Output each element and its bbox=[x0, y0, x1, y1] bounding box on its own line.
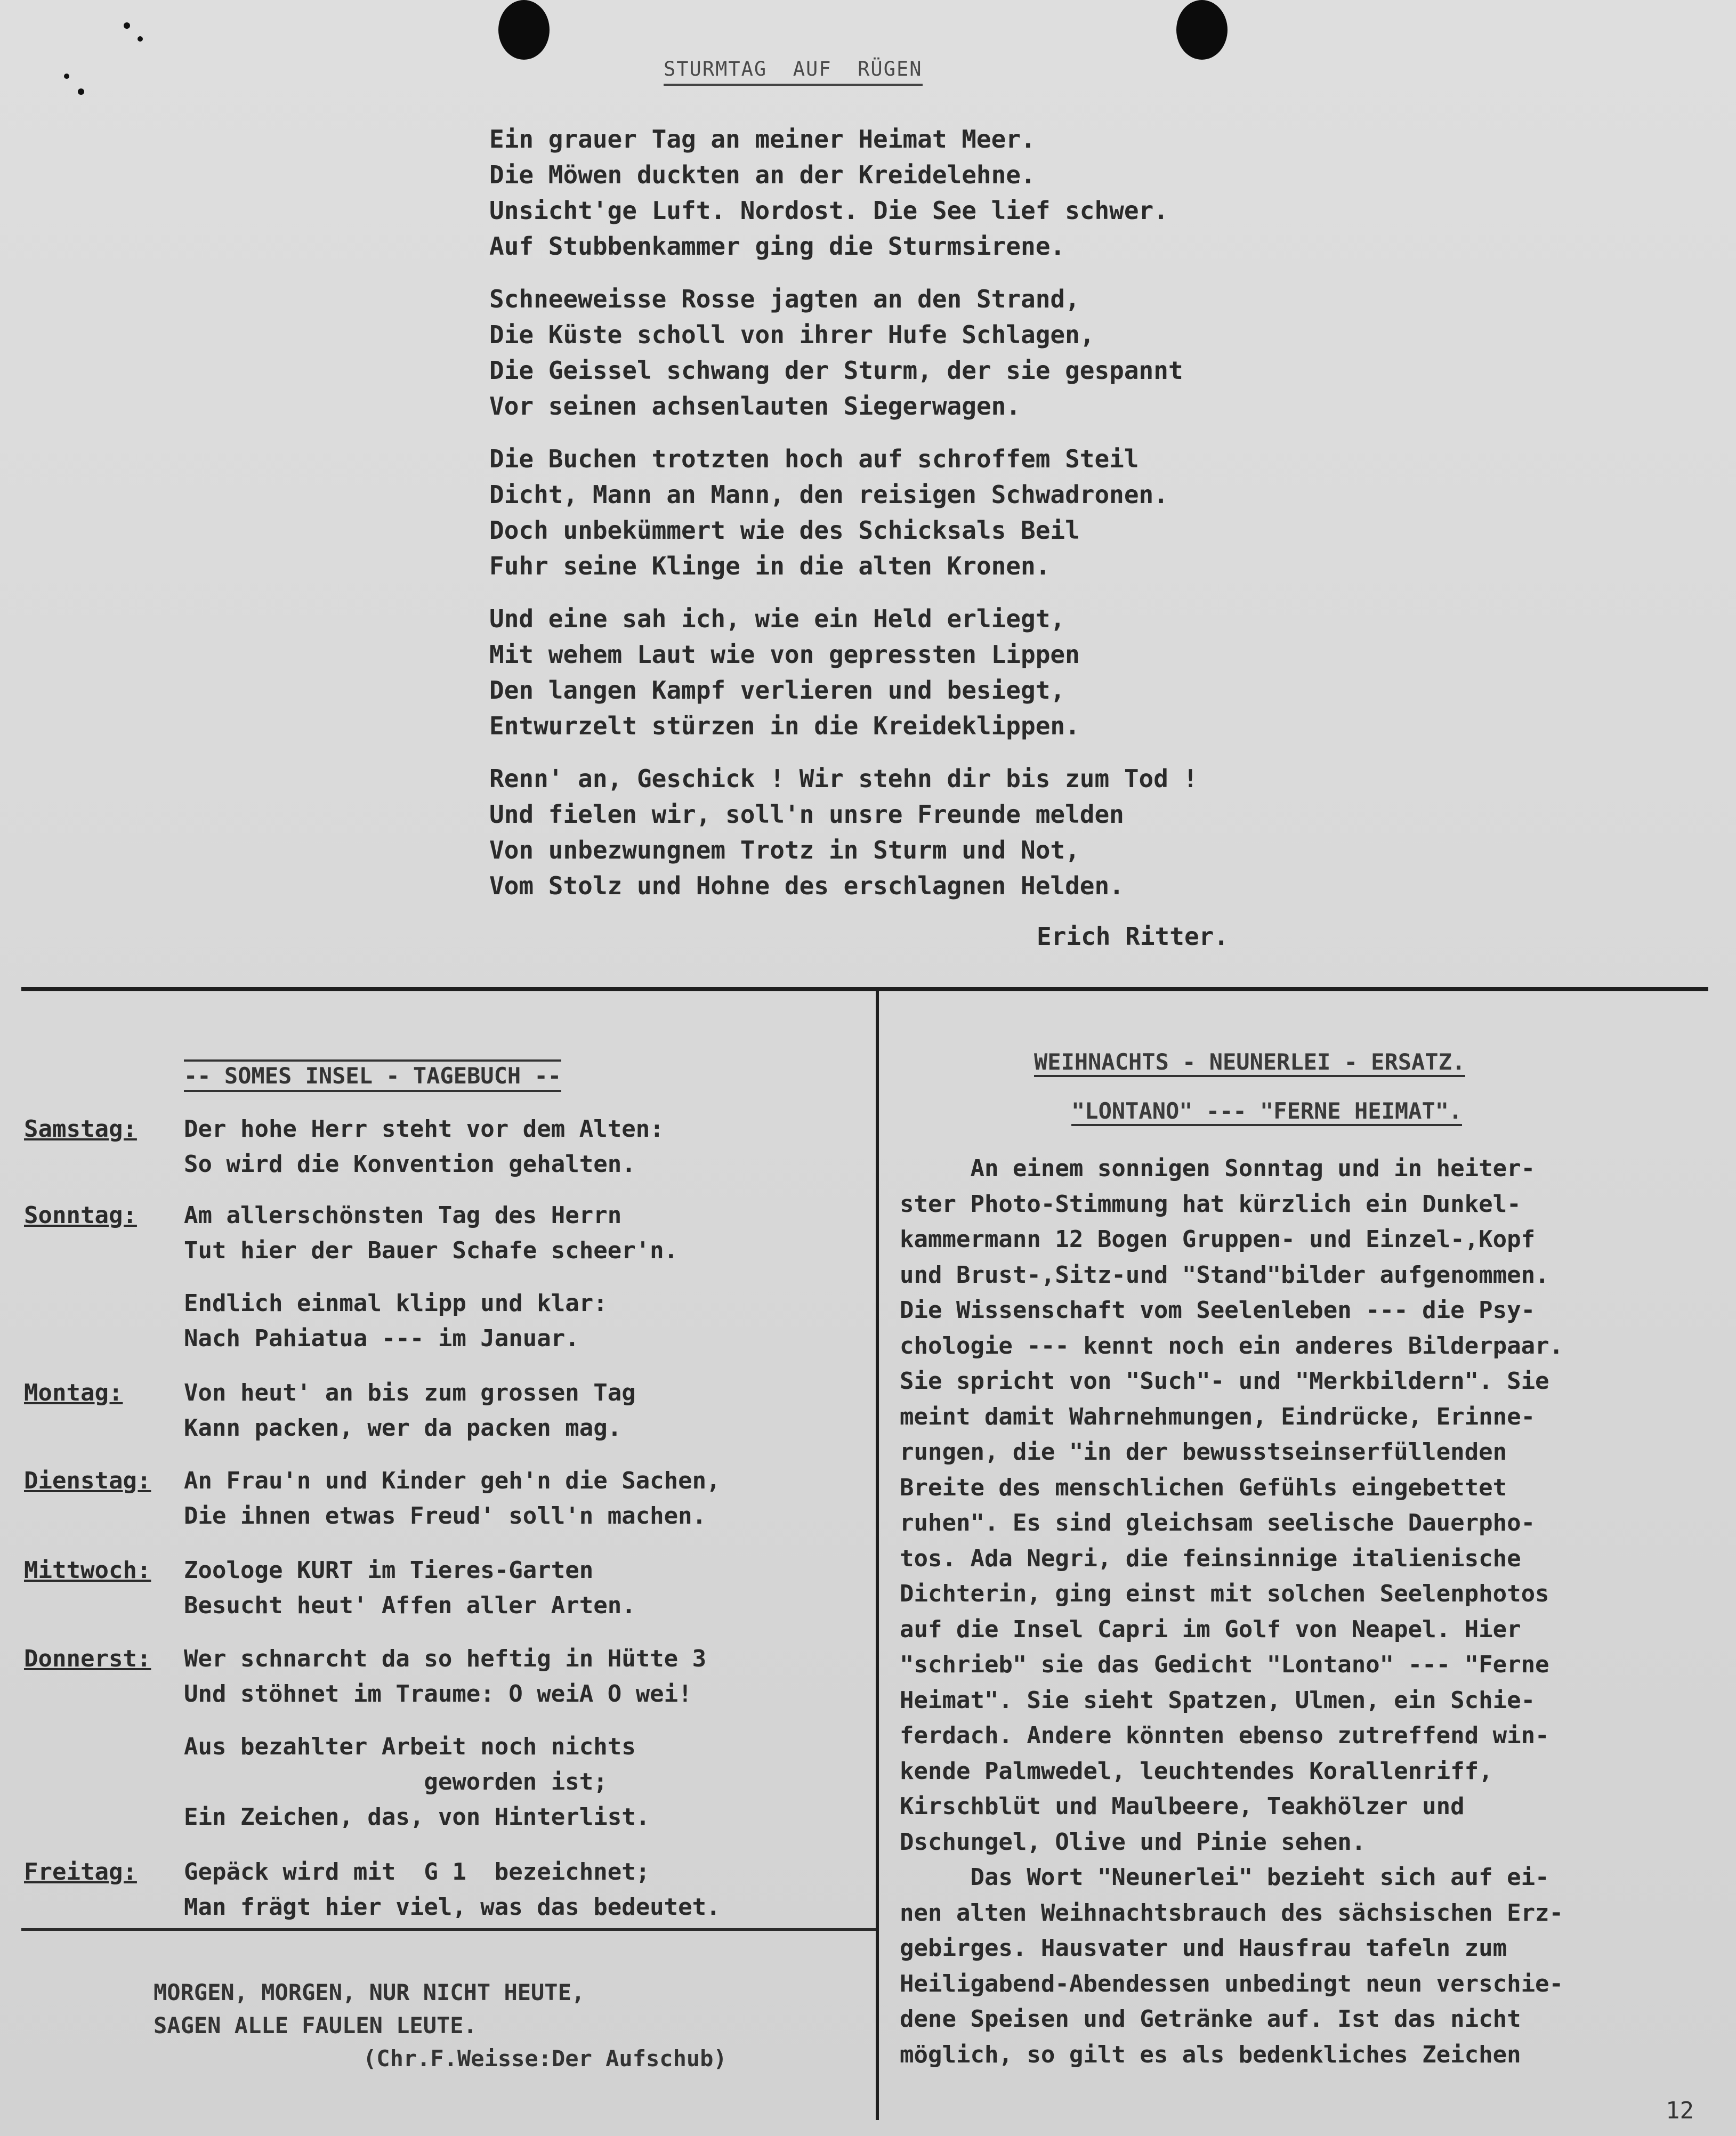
diary-line: Ein Zeichen, das, von Hinterlist. bbox=[184, 1803, 650, 1831]
diary-line: Zoologe KURT im Tieres-Garten bbox=[184, 1557, 594, 1584]
diary-day: Donnerst: bbox=[24, 1645, 151, 1672]
poem-line: Die Geissel schwang der Sturm, der sie gespannt bbox=[489, 356, 1183, 385]
diary-day: Dienstag: bbox=[24, 1467, 151, 1494]
article-line: Heiligabend-Abendessen unbedingt neun verschie- bbox=[900, 1970, 1564, 1997]
article-line: chologie --- kennt noch ein anderes Bilderpaar. bbox=[900, 1332, 1564, 1360]
poem-line: Mit wehem Laut wie von gepressten Lippen bbox=[489, 640, 1080, 669]
article-subtitle: "LONTANO" --- "FERNE HEIMAT". bbox=[1071, 1098, 1462, 1126]
article-line: ruhen". Es sind gleichsam seelische Dauerpho- bbox=[900, 1509, 1536, 1536]
poem-line: Unsicht'ge Luft. Nordost. Die See lief schwer. bbox=[489, 196, 1168, 225]
article-line: auf die Insel Capri im Golf von Neapel. Hier bbox=[900, 1615, 1521, 1643]
quote-line: SAGEN ALLE FAULEN LEUTE. bbox=[154, 2012, 477, 2038]
punch-hole bbox=[498, 0, 550, 60]
poem-stanza bbox=[489, 601, 1395, 744]
ink-speck bbox=[138, 36, 143, 42]
poem-line: Und fielen wir, soll'n unsre Freunde melden bbox=[489, 800, 1124, 829]
poem-title: STURMTAG AUF RÜGEN bbox=[664, 58, 923, 86]
article-line: nen alten Weihnachtsbrauch des sächsischen Erz- bbox=[900, 1899, 1564, 1927]
diary-line: Kann packen, wer da packen mag. bbox=[184, 1414, 622, 1442]
diary-line: Besucht heut' Affen aller Arten. bbox=[184, 1592, 636, 1619]
diary-line: Man frägt hier viel, was das bedeutet. bbox=[184, 1894, 721, 1921]
poem-stanza bbox=[489, 122, 1395, 264]
diary-line: Endlich einmal klipp und klar: bbox=[184, 1290, 608, 1317]
poem-line: Vor seinen achsenlauten Siegerwagen. bbox=[489, 392, 1021, 420]
article-line: Dichterin, ging einst mit solchen Seelenphotos bbox=[900, 1580, 1549, 1607]
diary-line: Wer schnarcht da so heftig in Hütte 3 bbox=[184, 1645, 707, 1672]
poem-line: Fuhr seine Klinge in die alten Kronen. bbox=[489, 552, 1051, 580]
poem-line: Die Küste scholl von ihrer Hufe Schlagen, bbox=[489, 320, 1095, 349]
diary-day: Samstag: bbox=[24, 1115, 137, 1143]
article-line: ster Photo-Stimmung hat kürzlich ein Dunkel- bbox=[900, 1190, 1521, 1218]
diary-line: Der hohe Herr steht vor dem Alten: bbox=[184, 1115, 664, 1143]
diary-day: Mittwoch: bbox=[24, 1557, 151, 1584]
ink-speck bbox=[124, 22, 130, 29]
poem-line: Doch unbekümmert wie des Schicksals Beil bbox=[489, 516, 1080, 545]
article-line: kende Palmwedel, leuchtendes Korallenriff, bbox=[900, 1757, 1493, 1785]
poem-line: Entwurzelt stürzen in die Kreideklippen. bbox=[489, 711, 1080, 740]
diary-line: Aus bezahlter Arbeit noch nichts bbox=[184, 1733, 636, 1760]
poem-body bbox=[489, 122, 1395, 921]
poem-stanza bbox=[489, 281, 1395, 424]
diary-line: Tut hier der Bauer Schafe scheer'n. bbox=[184, 1237, 679, 1264]
quote-divider bbox=[21, 1928, 876, 1931]
section-divider bbox=[21, 987, 1708, 991]
article-line: und Brust-,Sitz-und "Stand"bilder aufgenommen. bbox=[900, 1261, 1549, 1289]
article-line: kammermann 12 Bogen Gruppen- und Einzel-,Kopf bbox=[900, 1226, 1536, 1253]
article-line: gebirges. Hausvater und Hausfrau tafeln zum bbox=[900, 1935, 1507, 1962]
article-line: dene Speisen und Getränke auf. Ist das nicht bbox=[900, 2005, 1521, 2033]
article-line: Das Wort "Neunerlei" bezieht sich auf ei- bbox=[900, 1864, 1549, 1891]
column-divider bbox=[876, 990, 879, 2120]
poem-stanza bbox=[489, 761, 1395, 904]
poem-stanza bbox=[489, 441, 1395, 584]
article-line: Dschungel, Olive und Pinie sehen. bbox=[900, 1828, 1366, 1856]
diary-day: Freitag: bbox=[24, 1858, 137, 1886]
diary-day: Sonntag: bbox=[24, 1202, 137, 1229]
article-line: Breite des menschlichen Gefühls eingebettet bbox=[900, 1474, 1507, 1501]
quote-line: MORGEN, MORGEN, NUR NICHT HEUTE, bbox=[154, 1979, 585, 2005]
diary-title: -- SOMES INSEL - TAGEBUCH -- bbox=[184, 1059, 561, 1092]
ink-speck bbox=[64, 74, 69, 79]
poem-author: Erich Ritter. bbox=[1037, 922, 1229, 951]
diary-line: Nach Pahiatua --- im Januar. bbox=[184, 1325, 579, 1352]
poem-line: Dicht, Mann an Mann, den reisigen Schwadronen. bbox=[489, 480, 1168, 509]
ink-speck bbox=[78, 88, 84, 95]
diary-line: An Frau'n und Kinder geh'n die Sachen, bbox=[184, 1467, 721, 1494]
diary-line: Am allerschönsten Tag des Herrn bbox=[184, 1202, 622, 1229]
article-line: Kirschblüt und Maulbeere, Teakhölzer und bbox=[900, 1793, 1465, 1820]
poem-line: Die Möwen duckten an der Kreidelehne. bbox=[489, 160, 1036, 189]
diary-line: Und stöhnet im Traume: O weiA O wei! bbox=[184, 1680, 692, 1708]
poem-line: Renn' an, Geschick ! Wir stehn dir bis zum Tod ! bbox=[489, 764, 1198, 793]
diary-line: Gepäck wird mit G 1 bezeichnet; bbox=[184, 1858, 650, 1886]
poem-line: Schneeweisse Rosse jagten an den Strand, bbox=[489, 285, 1080, 313]
article-line: An einem sonnigen Sonntag und in heiter- bbox=[900, 1155, 1536, 1182]
poem-line: Und eine sah ich, wie ein Held erliegt, bbox=[489, 604, 1065, 633]
diary-line: geworden ist; bbox=[184, 1768, 608, 1795]
page-number: 12 bbox=[1666, 2097, 1694, 2124]
article-body bbox=[900, 1151, 1563, 2073]
poem-line: Von unbezwungnem Trotz in Sturm und Not, bbox=[489, 836, 1080, 864]
poem-line: Die Buchen trotzten hoch auf schroffem Steil bbox=[489, 444, 1139, 473]
article-line: rungen, die "in der bewusstseinserfüllenden bbox=[900, 1438, 1507, 1466]
poem-line: Vom Stolz und Hohne des erschlagnen Helden. bbox=[489, 871, 1124, 900]
diary-line: Die ihnen etwas Freud' soll'n machen. bbox=[184, 1502, 707, 1530]
article-line: Sie spricht von "Such"- und "Merkbildern". Sie bbox=[900, 1368, 1549, 1395]
closing-quote bbox=[154, 1976, 727, 2075]
quote-source: (Chr.F.Weisse:Der Aufschub) bbox=[363, 2045, 727, 2072]
poem-line: Auf Stubbenkammer ging die Sturmsirene. bbox=[489, 232, 1065, 261]
article-line: möglich, so gilt es als bedenkliches Zeichen bbox=[900, 2041, 1521, 2068]
punch-hole bbox=[1176, 0, 1228, 60]
article-line: tos. Ada Negri, die feinsinnige italienische bbox=[900, 1544, 1521, 1572]
poem-line: Ein grauer Tag an meiner Heimat Meer. bbox=[489, 125, 1036, 153]
diary-line: So wird die Konvention gehalten. bbox=[184, 1151, 636, 1178]
diary-day: Montag: bbox=[24, 1379, 123, 1406]
article-line: meint damit Wahrnehmungen, Eindrücke, Erinne- bbox=[900, 1403, 1536, 1430]
article-title: WEIHNACHTS - NEUNERLEI - ERSATZ. bbox=[1034, 1049, 1465, 1077]
diary-line: Von heut' an bis zum grossen Tag bbox=[184, 1379, 636, 1406]
poem-line: Den langen Kampf verlieren und besiegt, bbox=[489, 676, 1065, 705]
article-line: ferdach. Andere könnten ebenso zutreffend win- bbox=[900, 1722, 1549, 1749]
article-line: Heimat". Sie sieht Spatzen, Ulmen, ein Schie- bbox=[900, 1686, 1536, 1714]
article-line: Die Wissenschaft vom Seelenleben --- die Psy- bbox=[900, 1297, 1536, 1324]
article-line: "schrieb" sie das Gedicht "Lontano" --- "Ferne bbox=[900, 1651, 1549, 1678]
